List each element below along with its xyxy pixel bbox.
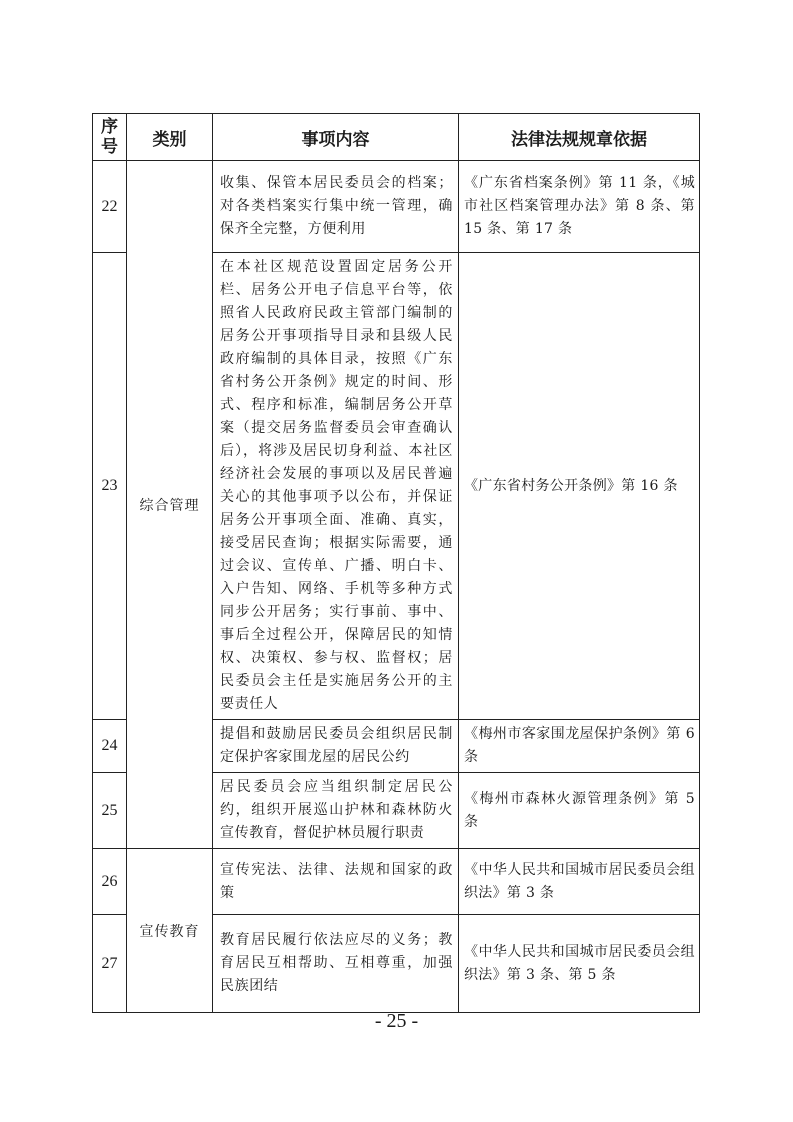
category-publicity: 宣传教育 <box>127 849 213 1013</box>
row-law: 《广东省档案条例》第 11 条，《城市社区档案管理办法》第 8 条、第 15 条、第 17 条 <box>459 161 700 253</box>
row-number: 23 <box>93 253 127 720</box>
header-no: 序号 <box>93 114 127 161</box>
regulation-table <box>92 113 700 1013</box>
row-content: 居民委员会应当组织制定居民公约，组织开展巡山护林和森林防火宣传教育，督促护林员履行职责 <box>213 773 459 849</box>
row-content: 教育居民履行依法应尽的义务；教育居民互相帮助、互相尊重，加强民族团结 <box>213 915 459 1013</box>
row-content: 在本社区规范设置固定居务公开栏、居务公开电子信息平台等，依照省人民政府民政主管部门编制的居务公开事项指导目录和县级人民政府编制的具体目录，按照《广东省村务公开条例》规定的时间、形式、程序和标准，编制居务公开草案（提交居务监督委员会审查确认后），将涉及居民切身利益、本社区经济社会发展的事项以及居民普遍关心的其他事项予以公布，并保证居务公开事项全面、准确、真实，接受居民查询；根据实际需要，通过会议、宣传单、广播、明白卡、入户告知、网络、手机等多种方式同步公开居务；实行事前、事中、事后全过程公开，保障居民的知情权、决策权、参与权、监督权；居民委员会主任是实施居务公开的主要责任人 <box>213 253 459 720</box>
row-law: 《中华人民共和国城市居民委员会组织法》第 3 条 <box>459 849 700 915</box>
row-content: 宣传宪法、法律、法规和国家的政策 <box>213 849 459 915</box>
row-content: 收集、保管本居民委员会的档案；对各类档案实行集中统一管理，确保齐全完整，方便利用 <box>213 161 459 253</box>
row-content: 提倡和鼓励居民委员会组织居民制定保护客家围龙屋的居民公约 <box>213 720 459 773</box>
header-category: 类别 <box>127 114 213 161</box>
row-law: 《梅州市客家围龙屋保护条例》第 6 条 <box>459 720 700 773</box>
row-law: 《中华人民共和国城市居民委员会组织法》第 3 条、第 5 条 <box>459 915 700 1013</box>
row-number: 25 <box>93 773 127 849</box>
page-number: - 25 - <box>374 1010 419 1032</box>
row-law: 《广东省村务公开条例》第 16 条 <box>459 253 700 720</box>
header-law: 法律法规规章依据 <box>459 114 700 161</box>
row-number: 26 <box>93 849 127 915</box>
row-number: 22 <box>93 161 127 253</box>
table-row <box>93 161 700 253</box>
category-general: 综合管理 <box>127 161 213 849</box>
row-number: 27 <box>93 915 127 1013</box>
table-header-row <box>93 114 700 161</box>
row-number: 24 <box>93 720 127 773</box>
row-law: 《梅州市森林火源管理条例》第 5 条 <box>459 773 700 849</box>
header-content: 事项内容 <box>213 114 459 161</box>
table-row <box>93 849 700 915</box>
